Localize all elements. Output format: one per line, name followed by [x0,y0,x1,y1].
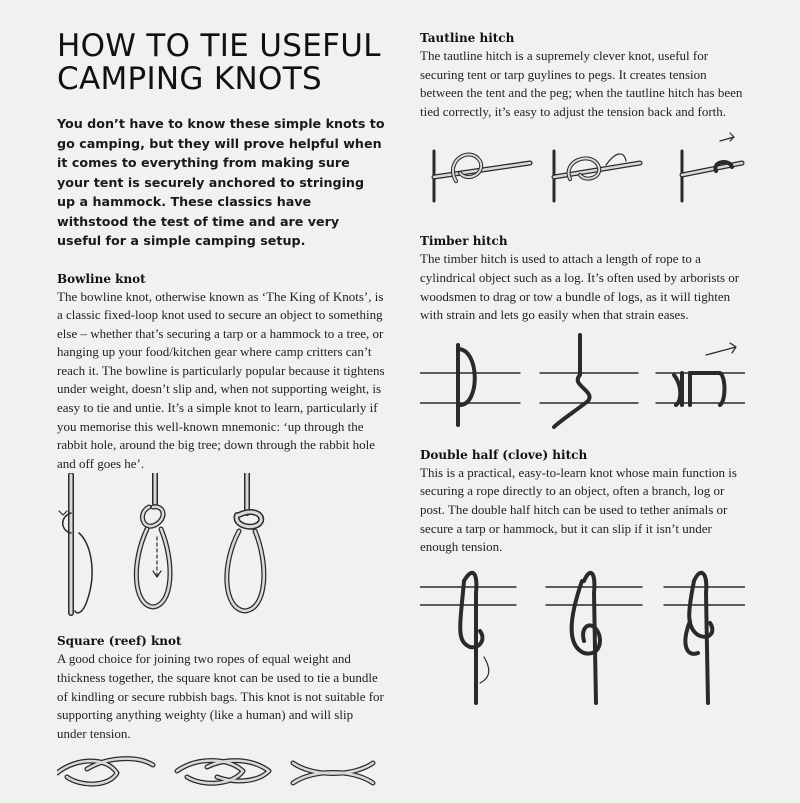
left-column [57,30,385,803]
bowline-step-2 [136,473,170,607]
title-line-2: CAMPING KNOTS [57,61,322,97]
bowline-step-1 [59,475,92,613]
tautline-description: The tautline hitch is a supremely clever knot, useful for securing tent or tarp guylines to pegs. It creates tension between the tent and the peg; when the tautline hitch has been tied correctly, it’s easy to adjust the tension back and forth. [420,48,743,119]
square-knot-illustration [57,743,385,803]
square-knot-section [57,633,385,803]
timber-hitch-illustration [420,325,745,435]
bowline-section [57,271,385,624]
square-knot-description: A good choice for joining two ropes of equal weight and thickness together, the square knot can be used to tie a bundle of kindling or secure rubbish bags. This knot is not suitable for supporting anything weighty (like a human) and will slip under tension. [57,651,384,741]
timber-hitch-heading: Timber hitch [420,234,508,249]
clove-hitch-step-2 [572,573,600,703]
clove-hitch-step-1 [460,573,489,703]
page-title [57,30,385,96]
title-line-1: HOW TO TIE USEFUL [57,28,381,64]
tautline-step-1 [434,151,530,201]
tautline-step-3 [682,133,742,201]
tautline-heading: Tautline hitch [420,31,515,45]
clove-hitch-illustration [420,557,745,707]
square-knot-step-3-fill [293,763,373,783]
bowline-illustration [57,473,385,623]
bowline-step-3 [227,473,264,611]
tautline-step-2 [554,151,640,201]
clove-hitch-description: This is a practical, easy-to-learn knot whose main function is securing a rope directly to an object, often a branch, log or post. The double half hitch can be used to tether animals or secure a tarp or hammock, but it can slip if it isn’t under enough tension. [420,464,737,555]
tautline-illustration [420,121,745,221]
clove-hitch-section [420,447,745,707]
post-lines [420,587,745,605]
timber-hitch-step-3 [674,343,736,405]
timber-hitch-step-2 [554,335,590,427]
tautline-section [420,30,745,221]
clove-hitch-heading: Double half (clove) hitch [420,447,588,462]
bowline-heading: Bowline knot [57,271,146,286]
right-column [420,30,745,707]
bowline-description: The bowline knot, otherwise known as ‘The King of Knots’, is a classic fixed-loop knot used to secure an object to something else – whether that’s securing a tarp or a hammock to a tree, or hanging up your food/kitchen gear where camp critters can’t reach it. The bowline is particularly popular because it tightens under weight, doesn’t slip and, when not supporting weight, is easy to tie and untie. It’s a simple knot to learn, particularly if you memorise this well-known mnemonic: ‘up through the rabbit hole, around the big tree; down through the rabbit hole and off goes he’. [57,288,385,471]
intro-paragraph: You don’t have to know these simple knots to go camping, but they will prove helpful when it comes to everything from making sure your tent is securely anchored to stringing up a hammock. These classics have withstood the test of time and are very useful for a simple camping setup. [57,116,385,248]
square-knot-heading: Square (reef) knot [57,634,182,649]
clove-hitch-step-3 [685,573,712,703]
timber-hitch-section [420,233,745,434]
timber-hitch-description: The timber hitch is used to attach a length of rope to a cylindrical object such as a log. It’s often used by arborists or woodsmen to drag or tow a bundle of logs, as it will tighten with strain and lets go easily when that strain eases. [420,251,740,323]
timber-hitch-step-1 [458,345,475,425]
